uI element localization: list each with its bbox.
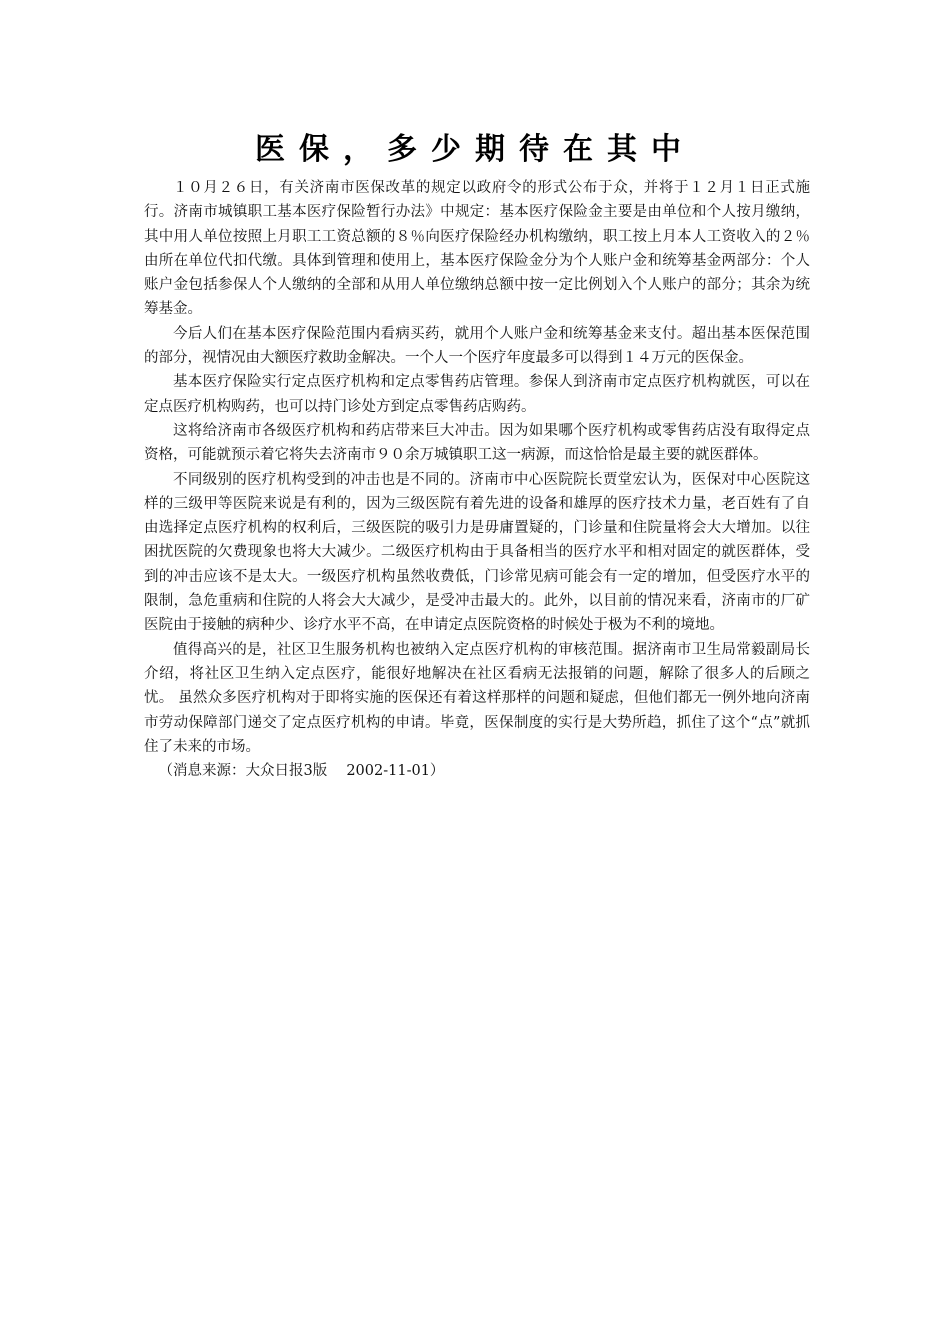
paragraph-5: 不同级别的医疗机构受到的冲击也是不同的。济南市中心医院院长贾堂宏认为，医保对中心医院这样的三级甲等医院来说是有利的，因为三级医院有着先进的设备和雄厚的医疗技术力量，老百姓有了自由选择定点医疗机构的权利后，三级医院的吸引力是毋庸置疑的，门诊量和住院量将会大大增加。以往困扰医院的欠费现象也将大大减少。二级医疗机构由于具备相当的医疗水平和相对固定的就医群体，受到的冲击应该不是太大。一级医疗机构虽然收费低，门诊常见病可能会有一定的增加，但受医疗水平的限制，急危重病和住院的人将会大大减少，是受冲击最大的。此外，以目前的情况来看，济南市的厂矿医院由于接触的病种少、诊疗水平不高，在申请定点医院资格的时候处于极为不利的境地。	[144, 471, 810, 634]
paragraph-6: 值得高兴的是，社区卫生服务机构也被纳入定点医疗机构的审核范围。据济南市卫生局常毅副局长介绍，将社区卫生纳入定点医疗，能很好地解决在社区看病无法报销的问题，解除了很多人的后顾之忧。 虽然众多医疗机构对于即将实施的医保还有着这样那样的问题和疑虑，但他们都无一例外地向济南市劳动保障部门递交了定点医疗机构的申请。毕竟，医保制度的实行是大势所趋，抓住了这个“点”就抓住了未来的市场。	[144, 641, 810, 755]
article-title: 医保，多少期待在其中	[255, 132, 695, 167]
news-source: （消息来源：大众日报3版 2002-11-01）	[158, 763, 445, 780]
paragraph-4: 这将给济南市各级医疗机构和药店带来巨大冲击。因为如果哪个医疗机构或零售药店没有取得定点资格，可能就预示着它将失去济南市９０余万城镇职工这一病源，而这恰恰是最主要的就医群体。	[144, 422, 810, 464]
paragraph-3: 基本医疗保险实行定点医疗机构和定点零售药店管理。参保人到济南市定点医疗机构就医，可以在定点医疗机构购药，也可以持门诊处方到定点零售药店购药。	[144, 374, 810, 415]
article-body	[144, 176, 810, 783]
paragraph-2: 今后人们在基本医疗保险范围内看病买药，就用个人账户金和统筹基金来支付。超出基本医保范围的部分，视情况由大额医疗救助金解决。一个人一个医疗年度最多可以得到１４万元的医保金。	[144, 325, 810, 367]
paragraph-1: １０月２６日，有关济南市医保改革的规定以政府令的形式公布于众，并将于１２月１日正式施行。济南市城镇职工基本医疗保险暂行办法》中规定：基本医疗保险金主要是由单位和个人按月缴纳，其中用人单位按照上月职工工资总额的８％向医疗保险经办机构缴纳，职工按上月本人工资收入的２％由所在单位代扣代缴。具体到管理和使用上，基本医疗保险金分为个人账户金和统筹基金两部分：个人账户金包括参保人个人缴纳的全部和从用人单位缴纳总额中按一定比例划入个人账户的部分；其余为统筹基金。	[144, 180, 810, 318]
